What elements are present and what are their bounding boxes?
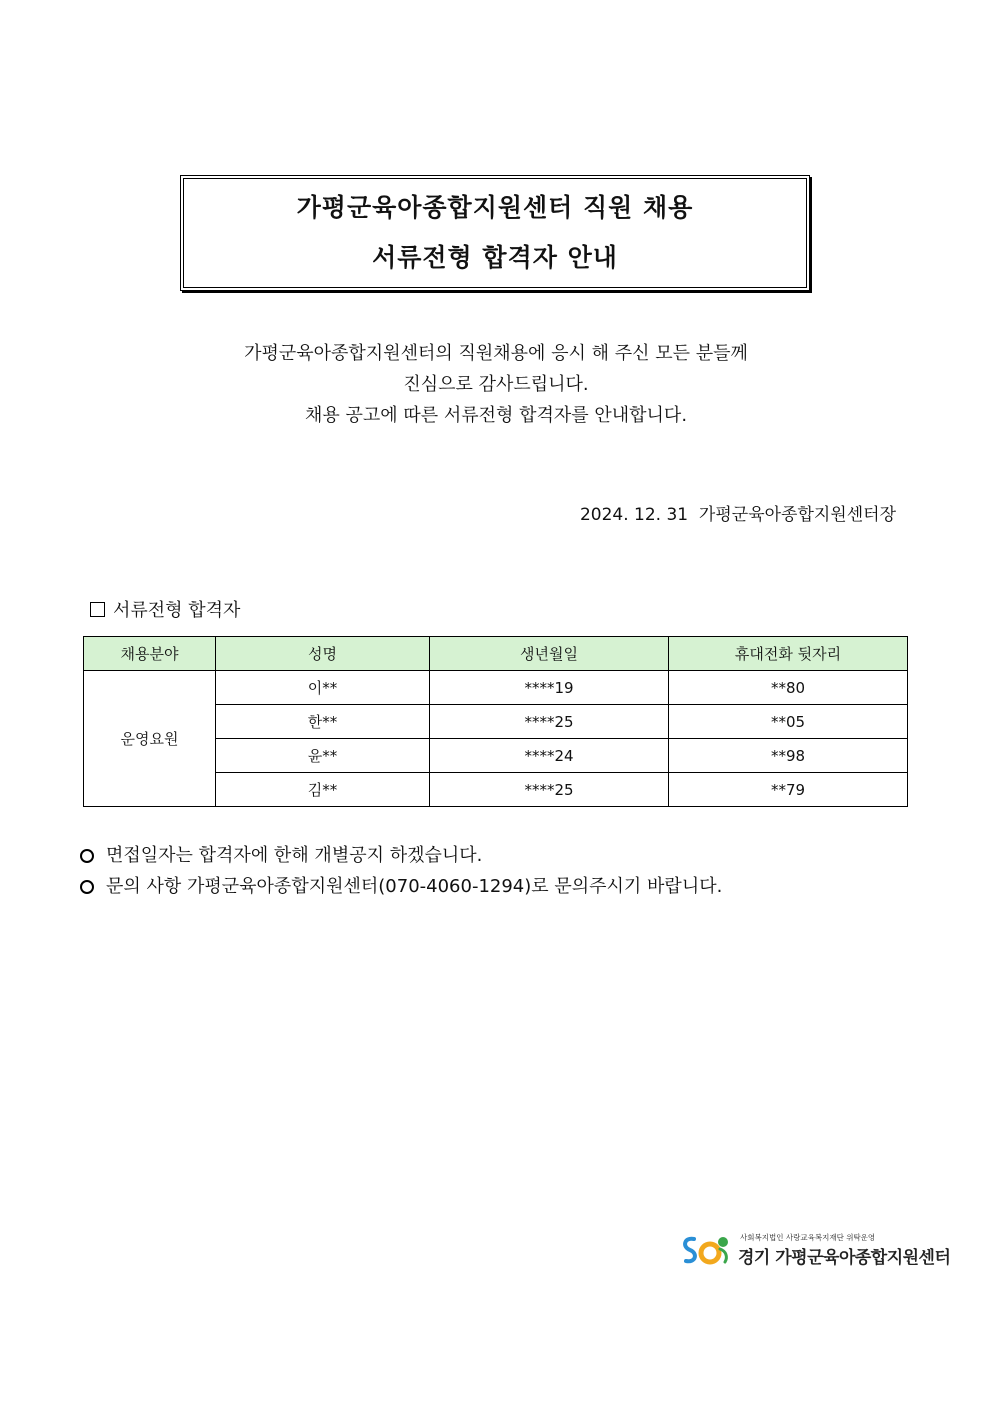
header-birth: 생년월일: [430, 637, 669, 671]
signature-line: [580, 500, 896, 525]
birth-cell: ****19: [430, 671, 669, 705]
intro-line-1: 가평군육아종합지원센터의 직원채용에 응시 해 주신 모든 분들께: [244, 343, 748, 364]
header-phone: 휴대전화 뒷자리: [669, 637, 908, 671]
name-cell: 윤**: [216, 739, 430, 773]
birth-cell: ****24: [430, 739, 669, 773]
logo-text: [738, 1232, 950, 1268]
field-cell: 운영요원: [84, 671, 216, 807]
name-cell: 한**: [216, 705, 430, 739]
center-logo-icon: [680, 1233, 732, 1267]
signature-issuer: 가평군육아종합지원센터장: [698, 505, 896, 525]
intro-line-3: 채용 공고에 따른 서류전형 합격자를 안내합니다.: [304, 405, 688, 426]
intro-text: [0, 338, 992, 431]
phone-cell: **98: [669, 739, 908, 773]
checkbox-icon: [90, 602, 105, 617]
notes-list: [80, 840, 722, 902]
phone-cell: **05: [669, 705, 908, 739]
circle-bullet-icon: [80, 880, 94, 894]
section-heading-label: 서류전형 합격자: [113, 600, 241, 621]
table-row: [84, 671, 908, 705]
circle-bullet-icon: [80, 849, 94, 863]
result-table: [83, 636, 908, 807]
list-item: [80, 840, 722, 871]
note-text: 면접일자는 합격자에 한해 개별공지 하겠습니다.: [106, 845, 483, 866]
title-line-2: 서류전형 합격자 안내: [372, 243, 618, 272]
list-item: [80, 871, 722, 902]
note-text: 문의 사항 가평군육아종합지원센터(070-4060-1294)로 문의주시기 바랍니다.: [106, 876, 723, 897]
signature-date: 2024. 12. 31: [579, 505, 689, 525]
table-header-row: [84, 637, 908, 671]
header-name: 성명: [216, 637, 430, 671]
name-cell: 이**: [216, 671, 430, 705]
section-heading: [90, 596, 240, 622]
logo-name: 경기 가평군육아종합지원센터: [738, 1248, 951, 1268]
birth-cell: ****25: [430, 773, 669, 807]
birth-cell: ****25: [430, 705, 669, 739]
phone-cell: **80: [669, 671, 908, 705]
phone-cell: **79: [669, 773, 908, 807]
name-cell: 김**: [216, 773, 430, 807]
title-line-1: 가평군육아종합지원센터 직원 채용: [296, 193, 694, 222]
title-box: [180, 175, 810, 291]
header-field: 채용분야: [84, 637, 216, 671]
center-logo: [680, 1232, 950, 1268]
intro-line-2: 진심으로 감사드립니다.: [403, 374, 589, 395]
title-inner-frame: [183, 178, 807, 288]
logo-subtitle: 사회복지법인 사랑교육복지재단 위탁운영: [740, 1233, 876, 1242]
